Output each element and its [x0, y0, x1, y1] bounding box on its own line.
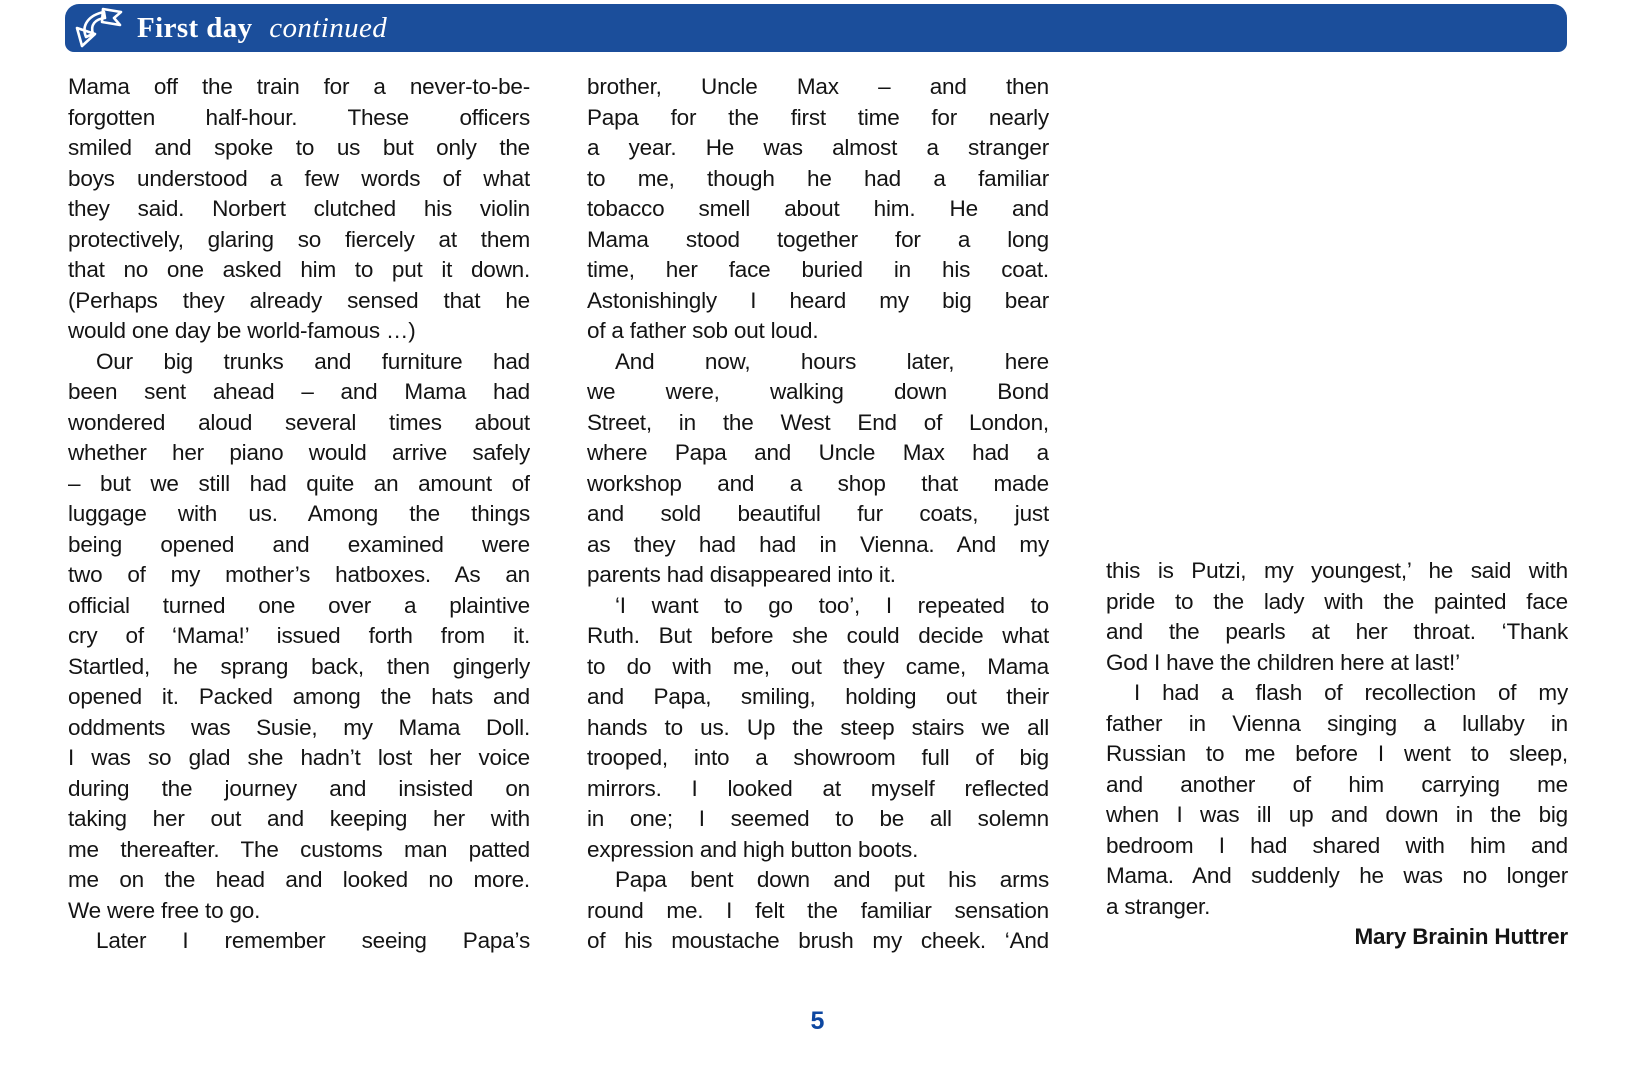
- text-line: – but we still had quite an amount of: [68, 470, 530, 496]
- text-line: Mama off the train for a never-to-be-: [68, 74, 530, 99]
- text-line: God I have the children here at last!’: [1106, 649, 1460, 675]
- text-line: we were, walking down Bond: [587, 379, 1049, 404]
- text-line: I was so glad she hadn’t lost her voice: [68, 745, 530, 770]
- text-line: pride to the lady with the painted face: [1106, 588, 1568, 614]
- text-line: taking her out and keeping her with: [68, 806, 530, 831]
- text-line: Mama. And suddenly he was no longer: [1106, 863, 1568, 888]
- text-line: would one day be world-famous …): [68, 318, 416, 343]
- text-line: when I was ill up and down in the big: [1106, 802, 1568, 827]
- text-line: round me. I felt the familiar sensation: [587, 897, 1049, 923]
- text-line: protectively, glaring so fiercely at them: [68, 226, 530, 252]
- text-line: where Papa and Uncle Max had a: [587, 440, 1049, 465]
- text-line: time, her face buried in his coat.: [587, 257, 1049, 282]
- text-line: parents had disappeared into it.: [587, 562, 896, 587]
- text-line: of a father sob out loud.: [587, 318, 819, 343]
- text-line: And now, hours later, here: [615, 348, 1049, 374]
- text-line: to me, though he had a familiar: [587, 165, 1049, 191]
- text-line: luggage with us. Among the things: [68, 501, 530, 526]
- text-line: (Perhaps they already sensed that he: [68, 287, 530, 313]
- text-line: boys understood a few words of what: [68, 165, 530, 191]
- text-line: Papa for the first time for nearly: [587, 104, 1049, 130]
- text-line: a year. He was almost a stranger: [587, 135, 1049, 160]
- text-line: Astonishingly I heard my big bear: [587, 287, 1049, 313]
- text-line: Street, in the West End of London,: [587, 409, 1049, 435]
- article-columns: [68, 72, 1568, 957]
- text-line: ‘I want to go too’, I repeated to: [615, 592, 1049, 618]
- text-line: opened it. Packed among the hats and: [68, 684, 530, 709]
- text-line: father in Vienna singing a lullaby in: [1106, 710, 1568, 736]
- text-line: to do with me, out they came, Mama: [587, 653, 1049, 679]
- section-title: [137, 12, 387, 45]
- text-line: being opened and examined were: [68, 531, 530, 557]
- text-line: Our big trunks and furniture had: [96, 348, 530, 374]
- text-line: official turned one over a plaintive: [68, 592, 530, 618]
- text-line: me on the head and looked no more.: [68, 867, 530, 892]
- text-line: they said. Norbert clutched his violin: [68, 196, 530, 221]
- column-2-text: [587, 72, 1049, 957]
- text-line: brother, Uncle Max – and then: [587, 74, 1049, 99]
- text-line: oddments was Susie, my Mama Doll.: [68, 714, 530, 740]
- continued-arrow-icon: [75, 7, 123, 49]
- column-1-text: [68, 72, 530, 957]
- text-line: We were free to go.: [68, 897, 261, 923]
- section-title-text: First day: [137, 11, 253, 44]
- text-line: Russian to me before I went to sleep,: [1106, 741, 1568, 766]
- text-line: hands to us. Up the steep stairs we all: [587, 714, 1049, 740]
- text-line: and sold beautiful fur coats, just: [587, 501, 1049, 526]
- text-line: wondered aloud several times about: [68, 409, 530, 435]
- text-line: forgotten half-hour. These officers: [68, 104, 530, 130]
- text-line: Startled, he sprang back, then gingerly: [68, 653, 530, 679]
- text-line: workshop and a shop that made: [587, 470, 1049, 496]
- section-header-bar: [65, 4, 1567, 52]
- text-line: and Papa, smiling, holding out their: [587, 684, 1049, 709]
- column-2: [587, 72, 1049, 957]
- text-line: Mama stood together for a long: [587, 226, 1049, 252]
- page-number: 5: [810, 1007, 825, 1035]
- text-line: two of my mother’s hatboxes. As an: [68, 562, 530, 587]
- text-line: me thereafter. The customs man patted: [68, 836, 530, 862]
- text-line: that no one asked him to put it down.: [68, 257, 530, 282]
- text-line: of his moustache brush my cheek. ‘And: [587, 928, 1049, 953]
- text-line: whether her piano would arrive safely: [68, 440, 530, 465]
- column-3: [1106, 72, 1568, 957]
- text-line: been sent ahead – and Mama had: [68, 379, 530, 404]
- text-line: this is Putzi, my youngest,’ he said with: [1106, 558, 1568, 583]
- text-line: a stranger.: [1106, 893, 1211, 919]
- text-line: mirrors. I looked at myself reflected: [587, 775, 1049, 801]
- author-credit: Mary Brainin Huttrer: [1354, 924, 1568, 949]
- text-line: expression and high button boots.: [587, 836, 919, 862]
- text-line: cry of ‘Mama!’ issued forth from it.: [68, 623, 530, 648]
- text-line: bedroom I had shared with him and: [1106, 832, 1568, 858]
- column-3-text: [1106, 556, 1568, 922]
- text-line: trooped, into a showroom full of big: [587, 745, 1049, 770]
- text-line: and another of him carrying me: [1106, 771, 1568, 797]
- text-line: smiled and spoke to us but only the: [68, 135, 530, 160]
- text-line: and the pearls at her throat. ‘Thank: [1106, 619, 1568, 644]
- text-line: I had a flash of recollection of my: [1134, 680, 1568, 705]
- text-line: Ruth. But before she could decide what: [587, 623, 1049, 648]
- text-line: in one; I seemed to be all solemn: [587, 806, 1049, 831]
- column-1: [68, 72, 530, 957]
- text-line: during the journey and insisted on: [68, 775, 530, 801]
- section-title-continued: continued: [269, 11, 388, 44]
- text-line: as they had had in Vienna. And my: [587, 531, 1049, 557]
- text-line: tobacco smell about him. He and: [587, 196, 1049, 221]
- text-line: Papa bent down and put his arms: [615, 867, 1049, 892]
- text-line: Later I remember seeing Papa’s: [96, 928, 530, 953]
